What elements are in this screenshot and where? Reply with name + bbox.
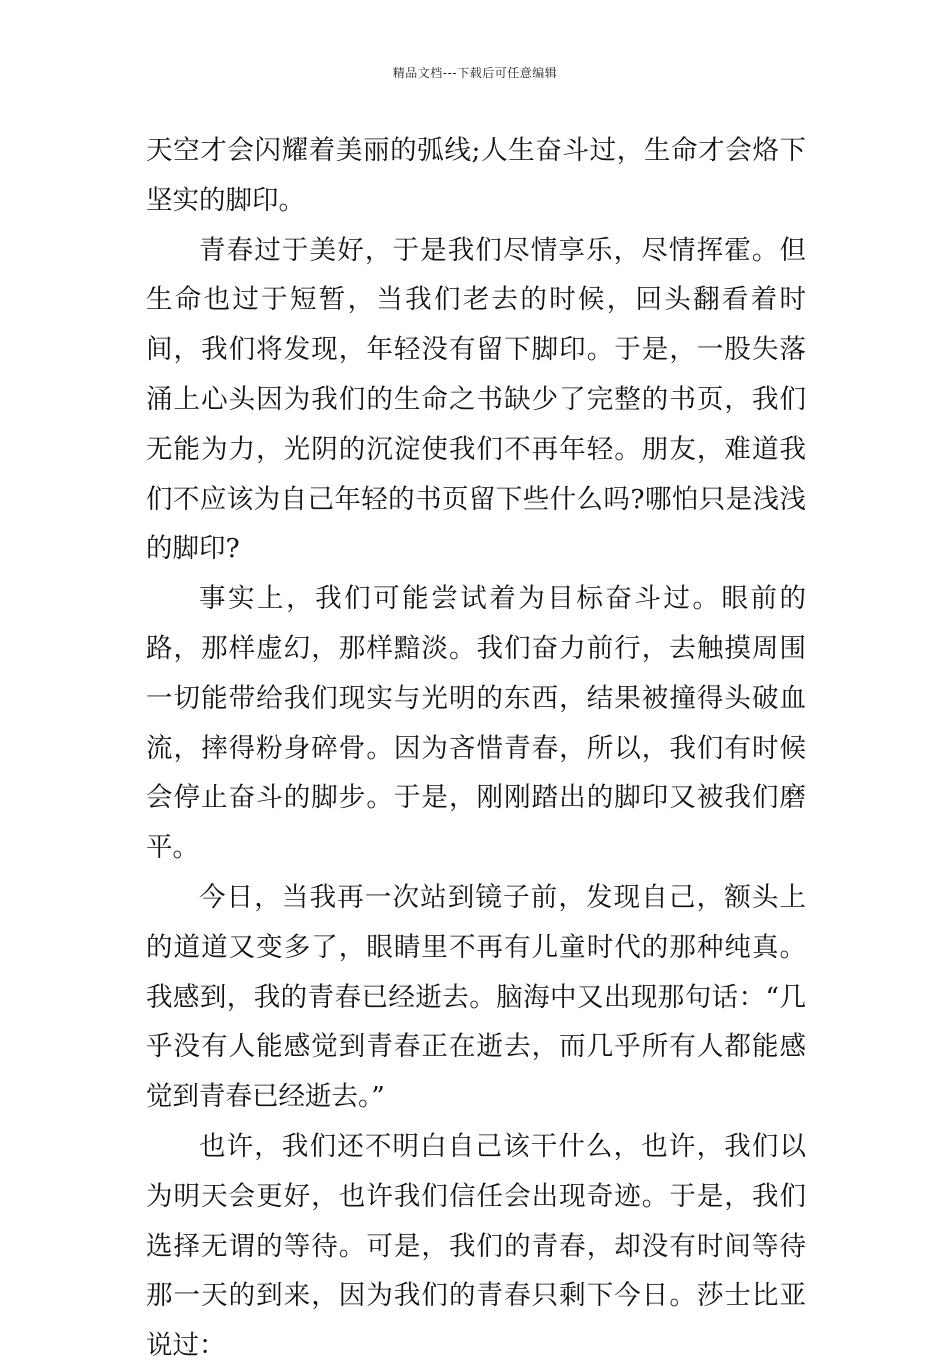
paragraph-4: 今日，当我再一次站到镜子前，发现自己，额头上的道道又变多了，眼睛里不再有儿童时代的那种纯真。我感到，我的青春已经逝去。脑海中又出现那句话：“几乎没有人能感觉到青春正在逝去，而几乎所有人都能感觉到青春已经逝去。”	[146, 881, 806, 1113]
page-header: 精品文档---下载后可任意编辑	[392, 66, 558, 80]
paragraph-1: 天空才会闪耀着美丽的弧线;人生奋斗过，生命才会烙下坚实的脚印。	[146, 135, 806, 216]
document-body	[146, 126, 806, 1371]
paragraph-3: 事实上，我们可能尝试着为目标奋斗过。眼前的路，那样虚幻，那样黯淡。我们奋力前行，去触摸周围一切能带给我们现实与光明的东西，结果被撞得头破血流，摔得粉身碎骨。因为吝惜青春，所以，我们有时候会停止奋斗的脚步。于是，刚刚踏出的脚印又被我们磨平。	[146, 583, 806, 864]
paragraph-5: 也许，我们还不明白自己该干什么，也许，我们以为明天会更好，也许我们信任会出现奇迹。于是，我们选择无谓的等待。可是，我们的青春，却没有时间等待那一天的到来，因为我们的青春只剩下今日。莎士比亚说过：	[146, 1130, 806, 1362]
paragraph-2: 青春过于美好，于是我们尽情享乐，尽情挥霍。但生命也过于短暂，当我们老去的时候，回头翻看着时间，我们将发现，年轻没有留下脚印。于是，一股失落涌上心头因为我们的生命之书缺少了完整的书页，我们无能为力，光阴的沉淀使我们不再年轻。朋友，难道我们不应该为自己年轻的书页留下些什么吗?哪怕只是浅浅的脚印?	[146, 234, 806, 565]
